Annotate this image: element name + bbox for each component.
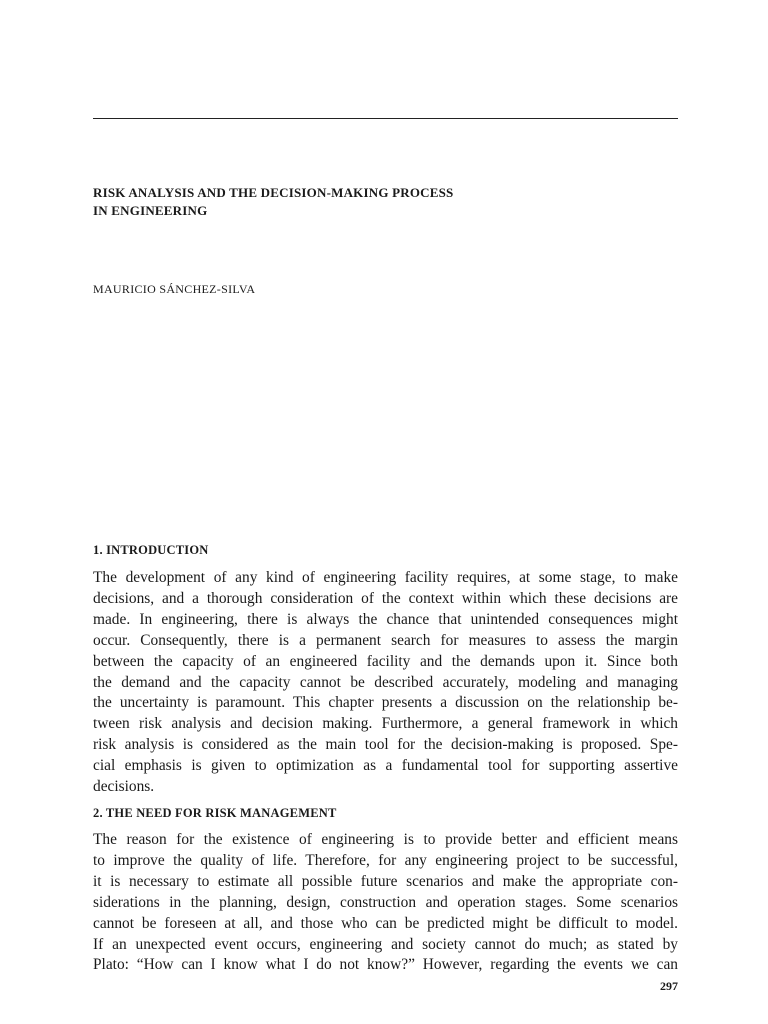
text-line: If an unexpected event occurs, engineering and society cannot do much; as stated by — [93, 935, 678, 953]
text-line: it is necessary to estimate all possible future scenarios and make the appropriate con- — [93, 872, 678, 890]
section-heading-introduction: 1. INTRODUCTION — [93, 543, 209, 557]
text-line: between the capacity of an engineered facility and the demands upon it. Since both — [93, 652, 678, 670]
text-line: Plato: “How can I know what I do not know?” However, regarding the events we can — [93, 956, 678, 974]
text-line: The reason for the existence of engineering is to provide better and efficient means — [93, 831, 678, 848]
chapter-title — [93, 184, 613, 220]
text-line: to improve the quality of life. Therefore, for any engineering project to be successful, — [93, 851, 678, 869]
text-line: cial emphasis is given to optimization as a fundamental tool for supporting assertive — [93, 757, 678, 775]
chapter-top-rule — [93, 118, 678, 119]
text-line: the demand and the capacity cannot be described accurately, modeling and managing — [93, 673, 678, 691]
text-line: decisions. — [93, 778, 155, 796]
text-line: tween risk analysis and decision making. Furthermore, a general framework in which — [93, 715, 678, 733]
chapter-author: MAURICIO SÁNCHEZ-SILVA — [93, 282, 256, 296]
chapter-title-line: IN ENGINEERING — [93, 203, 208, 218]
text-line: occur. Consequently, there is a permanent search for measures to assess the margin — [93, 631, 678, 649]
text-line: cannot be foreseen at all, and those who can be predicted might be difficult to model. — [93, 914, 678, 932]
text-line: decisions, and a thorough consideration of the context within which these decisions are — [93, 589, 678, 607]
text-line: risk analysis is considered as the main tool for the decision-making is proposed. Spe- — [93, 736, 678, 754]
text-line: siderations in the planning, design, construction and operation stages. Some scenarios — [93, 893, 678, 911]
text-line: made. In engineering, there is always the chance that unintended consequences might — [93, 610, 678, 628]
text-line: the uncertainty is paramount. This chapter presents a discussion on the relationship be- — [93, 694, 678, 712]
section-heading-risk-management: 2. THE NEED FOR RISK MANAGEMENT — [93, 806, 337, 820]
paragraph-risk-management — [93, 830, 678, 976]
chapter-title-line: RISK ANALYSIS AND THE DECISION-MAKING PROCESS — [93, 185, 454, 200]
text-line: The development of any kind of engineering facility requires, at some stage, to make — [93, 569, 678, 586]
paragraph-introduction — [93, 568, 678, 798]
page-number: 297 — [660, 979, 678, 993]
